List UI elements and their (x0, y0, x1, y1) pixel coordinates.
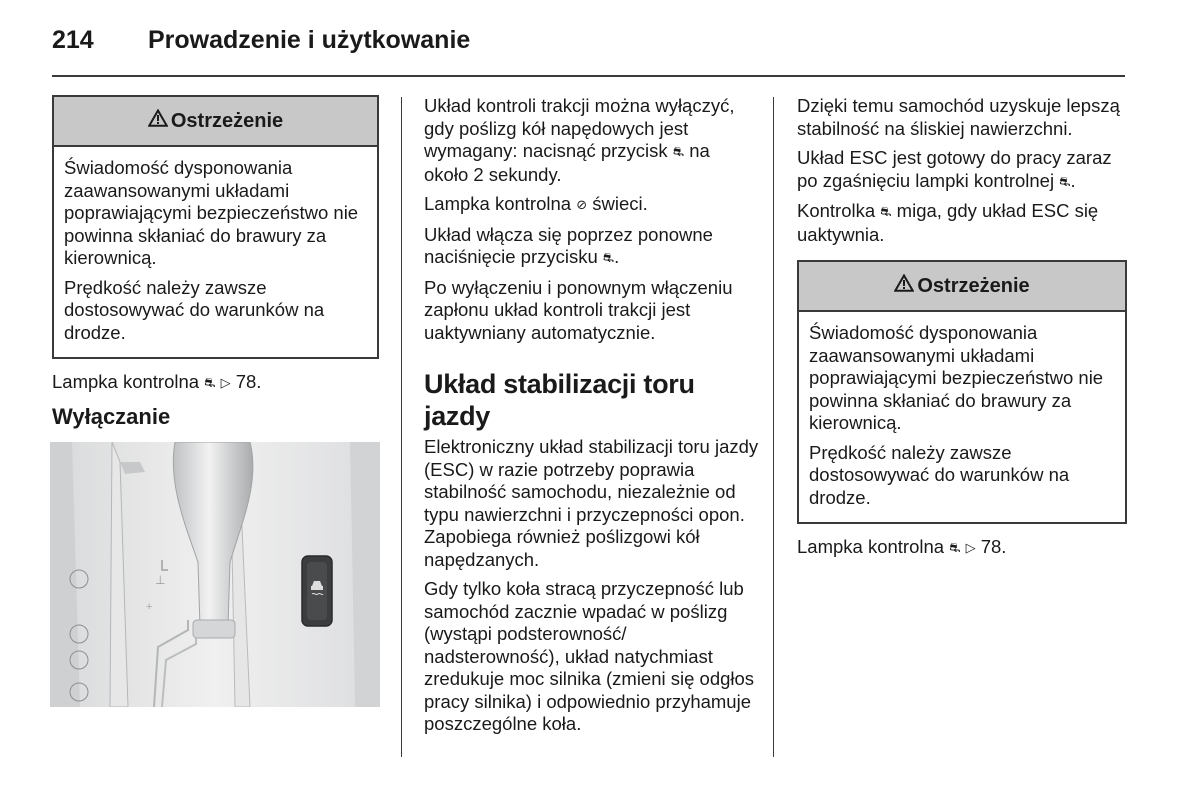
warning-title: Ostrzeżenie (917, 274, 1030, 297)
warning-header (54, 97, 377, 147)
esc-skid-car-icon: ⛐ (204, 375, 216, 390)
console-button-photo (50, 442, 380, 707)
paragraph: Gdy tylko koła stracą przyczepność lub samochód zacznie wpadać w poślizg (wystąpi podsterowność/ nadsterowność), układ natychmiast zredukuje moc silnika (zmieni się odgłos pracy silnika) i odpowiednio przyhamuje poszczególne koła. (424, 578, 755, 734)
warning-box (797, 260, 1127, 524)
lamp-reference: Lampka kontrolna ⛐ ▷ 78. (797, 536, 1127, 560)
warning-triangle-icon (894, 274, 914, 298)
column-divider-2 (773, 97, 774, 757)
lamp-reference: Lampka kontrolna ⛐ ▷ 78. (52, 371, 379, 395)
page-number: 214 (52, 26, 94, 54)
page-reference-link[interactable]: 78. (980, 536, 1007, 557)
warning-title: Ostrzeżenie (170, 109, 284, 132)
esc-off-icon: ⊘ (576, 197, 588, 212)
esc-skid-car-icon: ⛐ (1059, 173, 1071, 189)
esc-skid-car-icon: ⛐ (602, 250, 615, 265)
paragraph: Układ kontroli trakcji można wyłączyć, gdy poślizg kół napędowych jest wymagany: nacisnąć przycisk ⛐ na około 2 sekundy. (424, 95, 735, 185)
warning-box (52, 95, 379, 359)
page-reference-link[interactable]: 78. (235, 371, 262, 392)
paragraph: Elektroniczny układ stabilizacji toru jazdy (ESC) w razie potrzeby poprawia stabilność samochodu, niezależnie od typu nawierzchni i przyczepności opon. Zapobiega również poślizgowi kół napędzanych. (424, 436, 759, 570)
paragraph: Układ ESC jest gotowy do pracy zaraz po zgaśnięciu lampki kontrolnej ⛐. (797, 147, 1127, 193)
column-3 (797, 95, 1127, 567)
paragraph: Kontrolka ⛐ miga, gdy układ ESC się uaktywnia. (797, 200, 1099, 245)
page-reference-arrow-icon: ▷ (965, 540, 976, 555)
page-title: Prowadzenie i użytkowanie (148, 26, 471, 54)
esc-skid-car-icon: ⛐ (672, 144, 685, 159)
column-1 (52, 95, 379, 402)
column-2 (424, 95, 759, 743)
page-reference-arrow-icon: ▷ (220, 375, 231, 390)
warning-triangle-icon (148, 109, 168, 133)
svg-text:+: + (146, 601, 153, 613)
esc-skid-car-icon: ⛐ (880, 204, 892, 219)
column-divider-1 (401, 97, 402, 757)
warning-paragraph: Prędkość należy zawsze dostosowywać do warunków na drodze. (64, 276, 325, 343)
paragraph: Układ włącza się poprzez ponowne naciśnięcie przycisku ⛐. (424, 224, 759, 270)
header-divider (52, 75, 1125, 77)
warning-paragraph: Świadomość dysponowania zaawansowanymi układami poprawiającymi bezpieczeństwo nie powinna skłaniać do brawury za kierownicą. (64, 157, 359, 268)
paragraph: Lampka kontrolna ⊘ świeci. (424, 193, 759, 217)
svg-text:⊥: ⊥ (155, 573, 166, 587)
warning-header (799, 262, 1125, 312)
warning-paragraph: Świadomość dysponowania zaawansowanymi układami poprawiającymi bezpieczeństwo nie powinna skłaniać do brawury za kierownicą. (809, 322, 1104, 433)
warning-paragraph: Prędkość należy zawsze dostosowywać do warunków na drodze. (809, 441, 1070, 508)
paragraph: Po wyłączeniu i ponownym włączeniu zapłonu układ kontroli trakcji jest uaktywniany automatycznie. (424, 276, 733, 343)
esc-skid-car-icon: ⛐ (949, 540, 961, 555)
section-heading-wylaczanie: Wyłączanie (52, 404, 171, 429)
section-heading-esc: Układ stabilizacji toru jazdy (424, 369, 695, 431)
paragraph: Dzięki temu samochód uzyskuje lepszą stabilność na śliskiej nawierzchni. (797, 95, 1120, 139)
